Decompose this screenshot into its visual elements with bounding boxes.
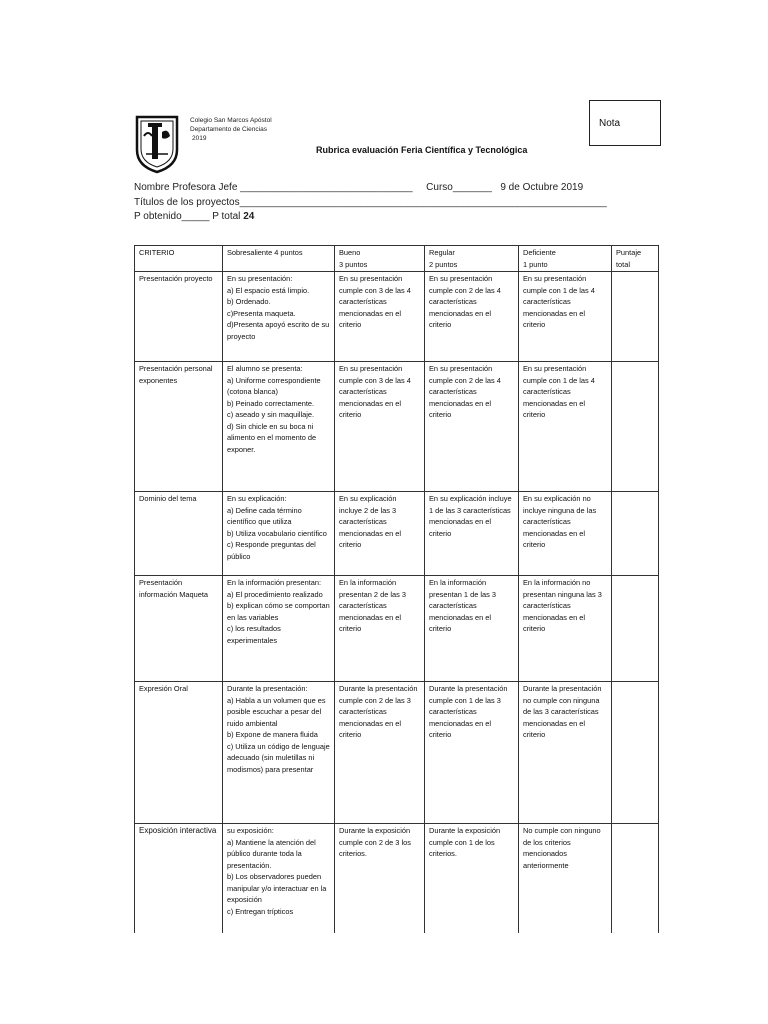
criterio-cell: Presentación proyecto <box>135 272 223 362</box>
table-row <box>135 576 659 682</box>
course-label: Curso <box>426 182 453 193</box>
criterio-cell: Exposición interactiva <box>135 824 223 934</box>
total-label: P total <box>212 211 241 222</box>
header-regular: Regular 2 puntos <box>425 246 519 272</box>
bueno-cell: En su presentación cumple con 3 de las 4 características mencionadas en el criterio <box>335 272 425 362</box>
deficiente-cell: Durante la presentación no cumple con ninguna de las 3 características mencionadas en el criterio <box>519 682 612 824</box>
table-row <box>135 824 659 934</box>
header-sobresaliente: Sobresaliente 4 puntos <box>223 246 335 272</box>
sobresaliente-cell: En su presentación: a) El espacio está limpio. b) Ordenado. c)Presenta maqueta. d)Presenta apoyó escrito de su proyecto <box>223 272 335 362</box>
total-value: 24 <box>243 211 255 222</box>
obtained-label: P obtenido <box>134 211 182 222</box>
header-bueno: Bueno 3 puntos <box>335 246 425 272</box>
regular-cell: En la información presentan 1 de las 3 características mencionadas en el criterio <box>425 576 519 682</box>
deficiente-cell: En la información no presentan ninguna las 3 características mencionadas en el criterio <box>519 576 612 682</box>
school-name: Colegio San Marcos Apóstol <box>190 117 272 124</box>
projects-label: Títulos de los proyectos <box>134 197 240 208</box>
puntaje-cell[interactable] <box>612 272 659 362</box>
table-row <box>135 492 659 576</box>
school-year: 2019 <box>192 135 207 142</box>
school-department: Departamento de Ciencias <box>190 126 267 133</box>
teacher-field[interactable]: _______________________________ <box>240 182 413 193</box>
deficiente-cell: En su explicación no incluye ninguna de las características mencionadas en el criterio <box>519 492 612 576</box>
rubric-table <box>134 245 659 933</box>
regular-cell: En su explicación incluye 1 de las 3 características mencionadas en el criterio <box>425 492 519 576</box>
deficiente-cell: No cumple con ninguno de los criterios mencionados anteriormente <box>519 824 612 934</box>
obtained-field[interactable]: _____ <box>181 211 210 222</box>
sobresaliente-cell: El alumno se presenta: a) Uniforme correspondiente (cotona blanca) b) Peinado correctamente. c) aseado y sin maquillaje. d) Sin chicle en su boca ni alimento en el momento de exponer. <box>223 362 335 492</box>
teacher-label: Nombre Profesora Jefe <box>134 182 238 193</box>
header-deficiente: Deficiente 1 punto <box>519 246 612 272</box>
regular-cell: Durante la presentación cumple con 1 de las 3 características mencionadas en el criterio <box>425 682 519 824</box>
puntaje-cell[interactable] <box>612 362 659 492</box>
table-row <box>135 362 659 492</box>
score-line <box>134 211 254 222</box>
table-row <box>135 272 659 362</box>
bueno-cell: Durante la exposición cumple con 2 de 3 los criterios. <box>335 824 425 934</box>
grade-label: Nota <box>599 118 621 129</box>
sobresaliente-cell: su exposición: a) Mantiene la atención del público durante toda la presentación. b) Los observadores pueden manipular y/o interactuar en la exposición c) Entregan trípticos <box>223 824 335 934</box>
deficiente-cell: En su presentación cumple con 1 de las 4 características mencionadas en el criterio <box>519 272 612 362</box>
projects-line <box>134 197 607 208</box>
sobresaliente-cell: Durante la presentación: a) Habla a un volumen que es posible escuchar a pesar del ruido ambiental b) Expone de manera fluida c) Utiliza un código de lenguaje adecuado (sin muletillas ni modismos) para presentar <box>223 682 335 824</box>
regular-cell: En su presentación cumple con 2 de las 4 características mencionadas en el criterio <box>425 362 519 492</box>
criterio-cell: Dominio del tema <box>135 492 223 576</box>
regular-cell: En su presentación cumple con 2 de las 4 características mencionadas en el criterio <box>425 272 519 362</box>
header-criterio: CRITERIO <box>135 246 223 272</box>
teacher-line <box>134 182 583 193</box>
criterio-cell: Presentación personal exponentes <box>135 362 223 492</box>
puntaje-cell[interactable] <box>612 682 659 824</box>
document-title: Rubrica evaluación Feria Científica y Tecnológica <box>316 145 528 155</box>
date-text: 9 de Octubre 2019 <box>500 182 584 193</box>
regular-cell: Durante la exposición cumple con 1 de los criterios. <box>425 824 519 934</box>
puntaje-cell[interactable] <box>612 824 659 934</box>
course-field[interactable]: _______ <box>452 182 492 193</box>
bueno-cell: En su explicación incluye 2 de las 3 características mencionadas en el criterio <box>335 492 425 576</box>
bueno-cell: Durante la presentación cumple con 2 de las 3 características mencionadas en el criterio <box>335 682 425 824</box>
puntaje-cell[interactable] <box>612 576 659 682</box>
school-crest-logo <box>134 114 180 174</box>
sobresaliente-cell: En la información presentan: a) El procedimiento realizado b) explican cómo se comportan en las variables c) los resultados experimentales <box>223 576 335 682</box>
projects-field[interactable]: __________________________________________________________________ <box>239 197 607 208</box>
table-header-row <box>135 246 659 272</box>
criterio-cell: Presentación información Maqueta <box>135 576 223 682</box>
sobresaliente-cell: En su explicación: a) Define cada término científico que utiliza b) Utiliza vocabulario científico c) Responde preguntas del público <box>223 492 335 576</box>
school-info <box>190 116 272 143</box>
puntaje-cell[interactable] <box>612 492 659 576</box>
bueno-cell: En su presentación cumple con 3 de las 4 características mencionadas en el criterio <box>335 362 425 492</box>
table-row <box>135 682 659 824</box>
header-puntaje: Puntaje total <box>612 246 659 272</box>
criterio-cell: Expresión Oral <box>135 682 223 824</box>
deficiente-cell: En su presentación cumple con 1 de las 4 características mencionadas en el criterio <box>519 362 612 492</box>
grade-box[interactable] <box>589 100 661 146</box>
bueno-cell: En la información presentan 2 de las 3 características mencionadas en el criterio <box>335 576 425 682</box>
